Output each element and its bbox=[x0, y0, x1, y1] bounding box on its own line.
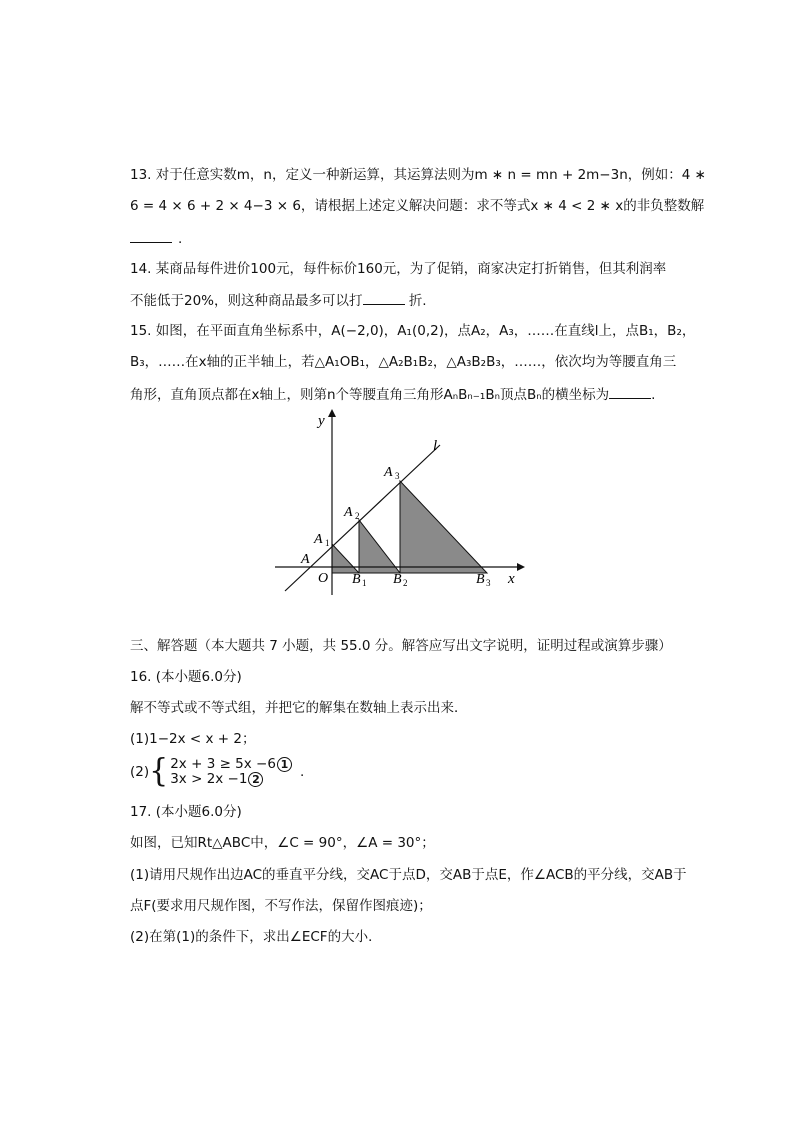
label-a1-sub: 1 bbox=[325, 538, 330, 548]
q15-period: . bbox=[651, 387, 656, 403]
label-b2: B bbox=[393, 572, 402, 587]
y-axis-arrow bbox=[328, 409, 336, 417]
q14-line2 bbox=[130, 290, 427, 311]
label-a2-sub: 2 bbox=[355, 511, 360, 521]
q17-line1: 如图，已知Rt△ABC中，∠C = 90°，∠A = 30°； bbox=[130, 835, 435, 851]
label-b2-sub: 2 bbox=[403, 578, 408, 588]
q13-answer-blank[interactable] bbox=[130, 228, 172, 243]
q16-title: 16. (本小题6.0分) bbox=[130, 669, 242, 685]
q16-system-rows bbox=[170, 757, 292, 787]
q16-part2 bbox=[130, 753, 305, 790]
section3-heading: 三、解答题（本大题共 7 小题，共 55.0 分。解答应写出文字说明，证明过程或演算步骤） bbox=[130, 638, 672, 654]
triangle-a1-o-b1 bbox=[332, 544, 359, 573]
q14-text-a: 不能低于20%，则这种商品最多可以打 bbox=[130, 293, 363, 309]
label-a3: A bbox=[384, 465, 393, 480]
q16-row1 bbox=[170, 757, 292, 772]
q16-part2-end: . bbox=[299, 764, 305, 780]
q15-line3 bbox=[130, 384, 655, 405]
q15-line1: 15. 如图，在平面直角坐标系中，A(−2,0)，A₁(0,2)，点A₂，A₃，……在直线l上，点B₁，B₂， bbox=[130, 323, 696, 339]
q16-row1-text: 2x + 3 ≥ 5x −6 bbox=[170, 756, 276, 772]
q16-part1: (1)1−2x < x + 2； bbox=[130, 731, 256, 747]
q14-line1: 14. 某商品每件进价100元，每件标价160元，为了促销，商家决定打折销售，但其利润率 bbox=[130, 261, 667, 277]
q13-line1: 13. 对于任意实数m，n，定义一种新运算，其运算法则为m ∗ n = mn + 2m−3n，例如：4 ∗ bbox=[130, 167, 706, 183]
q17-line3: 点F(要求用尺规作图，不写作法，保留作图痕迹)； bbox=[130, 898, 432, 914]
q13-period: . bbox=[178, 231, 183, 247]
label-l: l bbox=[433, 438, 438, 454]
label-b3-sub: 3 bbox=[486, 578, 491, 588]
q13-line3 bbox=[130, 228, 182, 249]
triangle-a3-b2-b3 bbox=[400, 481, 487, 573]
label-b1: B bbox=[352, 572, 361, 587]
q14-text-b: 折. bbox=[408, 293, 427, 309]
q16-row2 bbox=[170, 772, 292, 787]
label-b1-sub: 1 bbox=[362, 578, 367, 588]
label-a: A bbox=[301, 552, 310, 567]
q15-line2: B₃，……在x轴的正半轴上，若△A₁OB₁，△A₂B₁B₂，△A₃B₂B₃，……，依次均为等腰直角三 bbox=[130, 354, 677, 370]
label-o: O bbox=[318, 571, 329, 586]
q13-line2: 6 = 4 × 6 + 2 × 4−3 × 6，请根据上述定义解决问题：求不等式x ∗ 4 < 2 ∗ x的非负整数解 bbox=[130, 198, 705, 214]
q15-answer-blank[interactable] bbox=[609, 384, 651, 399]
coordinate-figure bbox=[265, 405, 535, 600]
circled-two-icon: 2 bbox=[248, 772, 263, 787]
q16-row2-text: 3x > 2x −1 bbox=[170, 771, 248, 787]
label-a3-sub: 3 bbox=[395, 471, 400, 481]
q17-line4: (2)在第(1)的条件下，求出∠ECF的大小． bbox=[130, 929, 382, 945]
label-y: y bbox=[318, 413, 325, 429]
label-a2: A bbox=[344, 505, 353, 520]
triangle-a2-b1-b2 bbox=[359, 520, 400, 573]
q17-line2: (1)请用尺规作出边AC的垂直平分线，交AC于点D，交AB于点E，作∠ACB的平分线，交AB于 bbox=[130, 867, 687, 883]
label-x: x bbox=[508, 571, 515, 587]
brace-icon: { bbox=[149, 753, 169, 790]
circled-one-icon: 1 bbox=[277, 757, 292, 772]
x-axis-arrow bbox=[517, 563, 525, 571]
q16-prompt: 解不等式或不等式组，并把它的解集在数轴上表示出来． bbox=[130, 700, 468, 716]
label-b3: B bbox=[476, 572, 485, 587]
q14-answer-blank[interactable] bbox=[363, 290, 405, 305]
label-a1: A bbox=[314, 532, 323, 547]
q16-part2-label: (2) bbox=[130, 764, 150, 780]
q17-title: 17. (本小题6.0分) bbox=[130, 804, 242, 820]
q15-text-a: 角形，直角顶点都在x轴上，则第n个等腰直角三角形AₙBₙ₋₁Bₙ顶点Bₙ的横坐标为 bbox=[130, 387, 610, 403]
